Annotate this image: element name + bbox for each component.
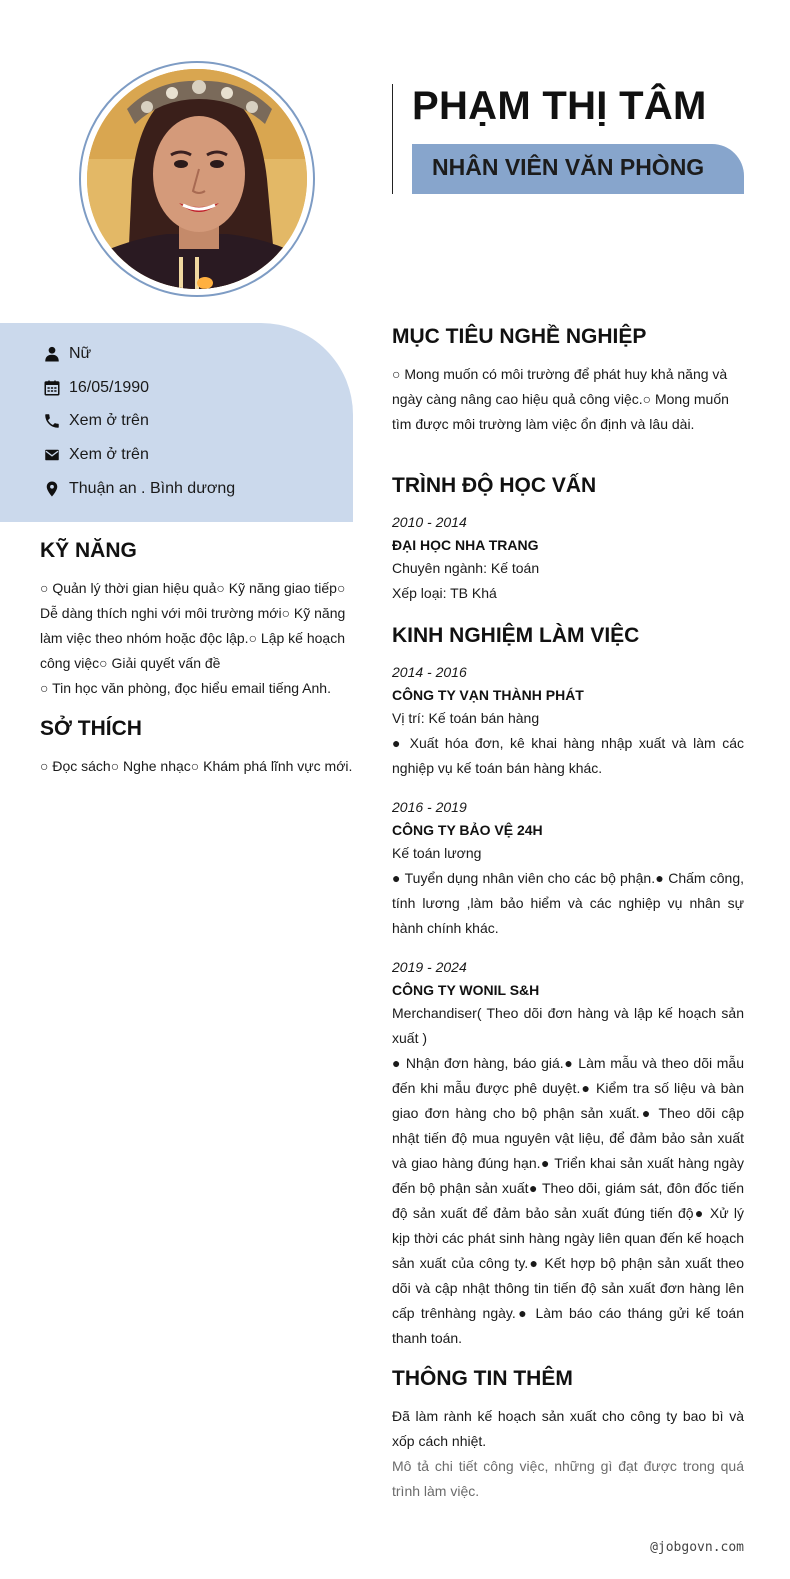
hobbies-text: ○ Đọc sách○ Nghe nhạc○ Khám phá lĩnh vực mới. <box>40 758 353 774</box>
contact-phone <box>43 409 149 433</box>
education-grade: Xếp loại: TB Khá <box>392 585 497 601</box>
job-title: NHÂN VIÊN VĂN PHÒNG <box>432 154 705 180</box>
avatar-photo <box>87 69 307 289</box>
location-pin-icon <box>43 480 61 498</box>
education-heading: TRÌNH ĐỘ HỌC VẤN <box>392 474 597 497</box>
contact-gender <box>43 342 91 366</box>
avatar <box>87 69 307 289</box>
education-major: Chuyên ngành: Kế toán <box>392 560 540 576</box>
education-school: ĐẠI HỌC NHA TRANG <box>392 537 539 553</box>
experience-heading: KINH NGHIỆM LÀM VIỆC <box>392 624 640 647</box>
contact-email <box>43 443 149 467</box>
job-company: CÔNG TY VẠN THÀNH PHÁT <box>392 687 584 703</box>
candidate-name: PHẠM THỊ TÂM <box>412 84 707 128</box>
calendar-icon <box>43 379 61 397</box>
job-period: 2016 - 2019 <box>392 799 467 815</box>
skills-line: ○ Tin học văn phòng, đọc hiểu email tiếng Anh. <box>40 680 331 696</box>
job-description: ● Nhận đơn hàng, báo giá.● Làm mẫu và theo dõi mẫu đến khi mẫu được phê duyệt.● Kiểm tra số liệu và bàn giao đơn hàng cho bộ phận sản xuất.● Theo dõi cập nhật tiến độ mua nguyên vật liệu, để đảm bảo sản xuất và giao hàng đúng hạn.● Triển khai sản xuất hàng ngày đến bộ phận sản xuất● Theo dõi, giám sát, đôn đốc tiến độ sản xuất để đảm bảo sản xuất đúng tiến độ● Xử lý kịp thời các phát sinh hàng ngày liên quan đến kế hoạch sản xuất của công ty.● Kết hợp bộ phận sản xuất theo dõi và cập nhật thông tin tiến độ sản xuất đơn hàng lên cấp trênhàng ngày.● Làm báo cáo tháng gửi kế toán thanh toán. <box>392 1055 744 1346</box>
job-company: CÔNG TY BẢO VỆ 24H <box>392 822 543 838</box>
watermark: @jobgovn.com <box>650 1540 744 1555</box>
additional-text: Đã làm rành kế hoạch sản xuất cho công ty bao bì và xốp cách nhiệt. <box>392 1408 744 1449</box>
header-divider <box>392 84 393 194</box>
objective-line: ○ Mong muốn có môi trường để phát huy khả năng và <box>392 366 728 382</box>
job-description: ● Tuyển dụng nhân viên cho các bộ phận.● Chấm công, tính lương ,làm bảo hiểm và các nghiệp vụ nhân sự hành chính khác. <box>392 870 744 936</box>
contact-address-text: Thuận an . Bình dương <box>69 480 236 497</box>
skills-line: Dễ dàng thích nghi với môi trường mới○ Kỹ năng <box>40 605 346 621</box>
email-icon <box>43 446 61 464</box>
skills-heading: KỸ NĂNG <box>40 539 137 562</box>
education-period: 2010 - 2014 <box>392 514 467 530</box>
contact-gender-text: Nữ <box>69 345 92 362</box>
job-role: Kế toán lương <box>392 845 482 861</box>
objective-heading: MỤC TIÊU NGHỀ NGHIỆP <box>392 325 647 348</box>
job-role: Merchandiser( Theo dõi đơn hàng và lập kế hoạch sản xuất ) <box>392 1005 744 1046</box>
skills-line: làm việc theo nhóm hoặc độc lập.○ Lập kế hoạch <box>40 630 345 646</box>
person-icon <box>43 345 61 363</box>
job-description: ● Xuất hóa đơn, kê khai hàng nhập xuất và làm các nghiệp vụ kế toán bán hàng khác. <box>392 735 744 776</box>
contact-phone-text: Xem ở trên <box>69 412 149 429</box>
skills-line: ○ Quản lý thời gian hiệu quả○ Kỹ năng giao tiếp○ <box>40 580 346 596</box>
contact-address <box>43 477 235 501</box>
additional-heading: THÔNG TIN THÊM <box>392 1367 573 1390</box>
additional-placeholder: Mô tả chi tiết công việc, những gì đạt được trong quá trình làm việc. <box>392 1458 744 1499</box>
hobbies-heading: SỞ THÍCH <box>40 717 142 740</box>
objective-line: tìm được môi trường làm việc ổn định và lâu dài. <box>392 416 695 432</box>
skills-list <box>40 576 360 701</box>
job-period: 2019 - 2024 <box>392 959 467 975</box>
phone-icon <box>43 412 61 430</box>
job-role: Vị trí: Kế toán bán hàng <box>392 710 540 726</box>
job-title-banner <box>412 144 744 194</box>
contact-email-text: Xem ở trên <box>69 446 149 463</box>
job-period: 2014 - 2016 <box>392 664 467 680</box>
objective-text <box>392 362 744 437</box>
objective-line: ngày càng nâng cao hiệu quả công việc.○ Mong muốn <box>392 391 729 407</box>
contact-birthday <box>43 376 149 400</box>
contact-birthday-text: 16/05/1990 <box>69 379 150 396</box>
job-company: CÔNG TY WONIL S&H <box>392 982 540 998</box>
education-details <box>392 556 744 606</box>
skills-line: công việc○ Giải quyết vấn đề <box>40 655 221 671</box>
